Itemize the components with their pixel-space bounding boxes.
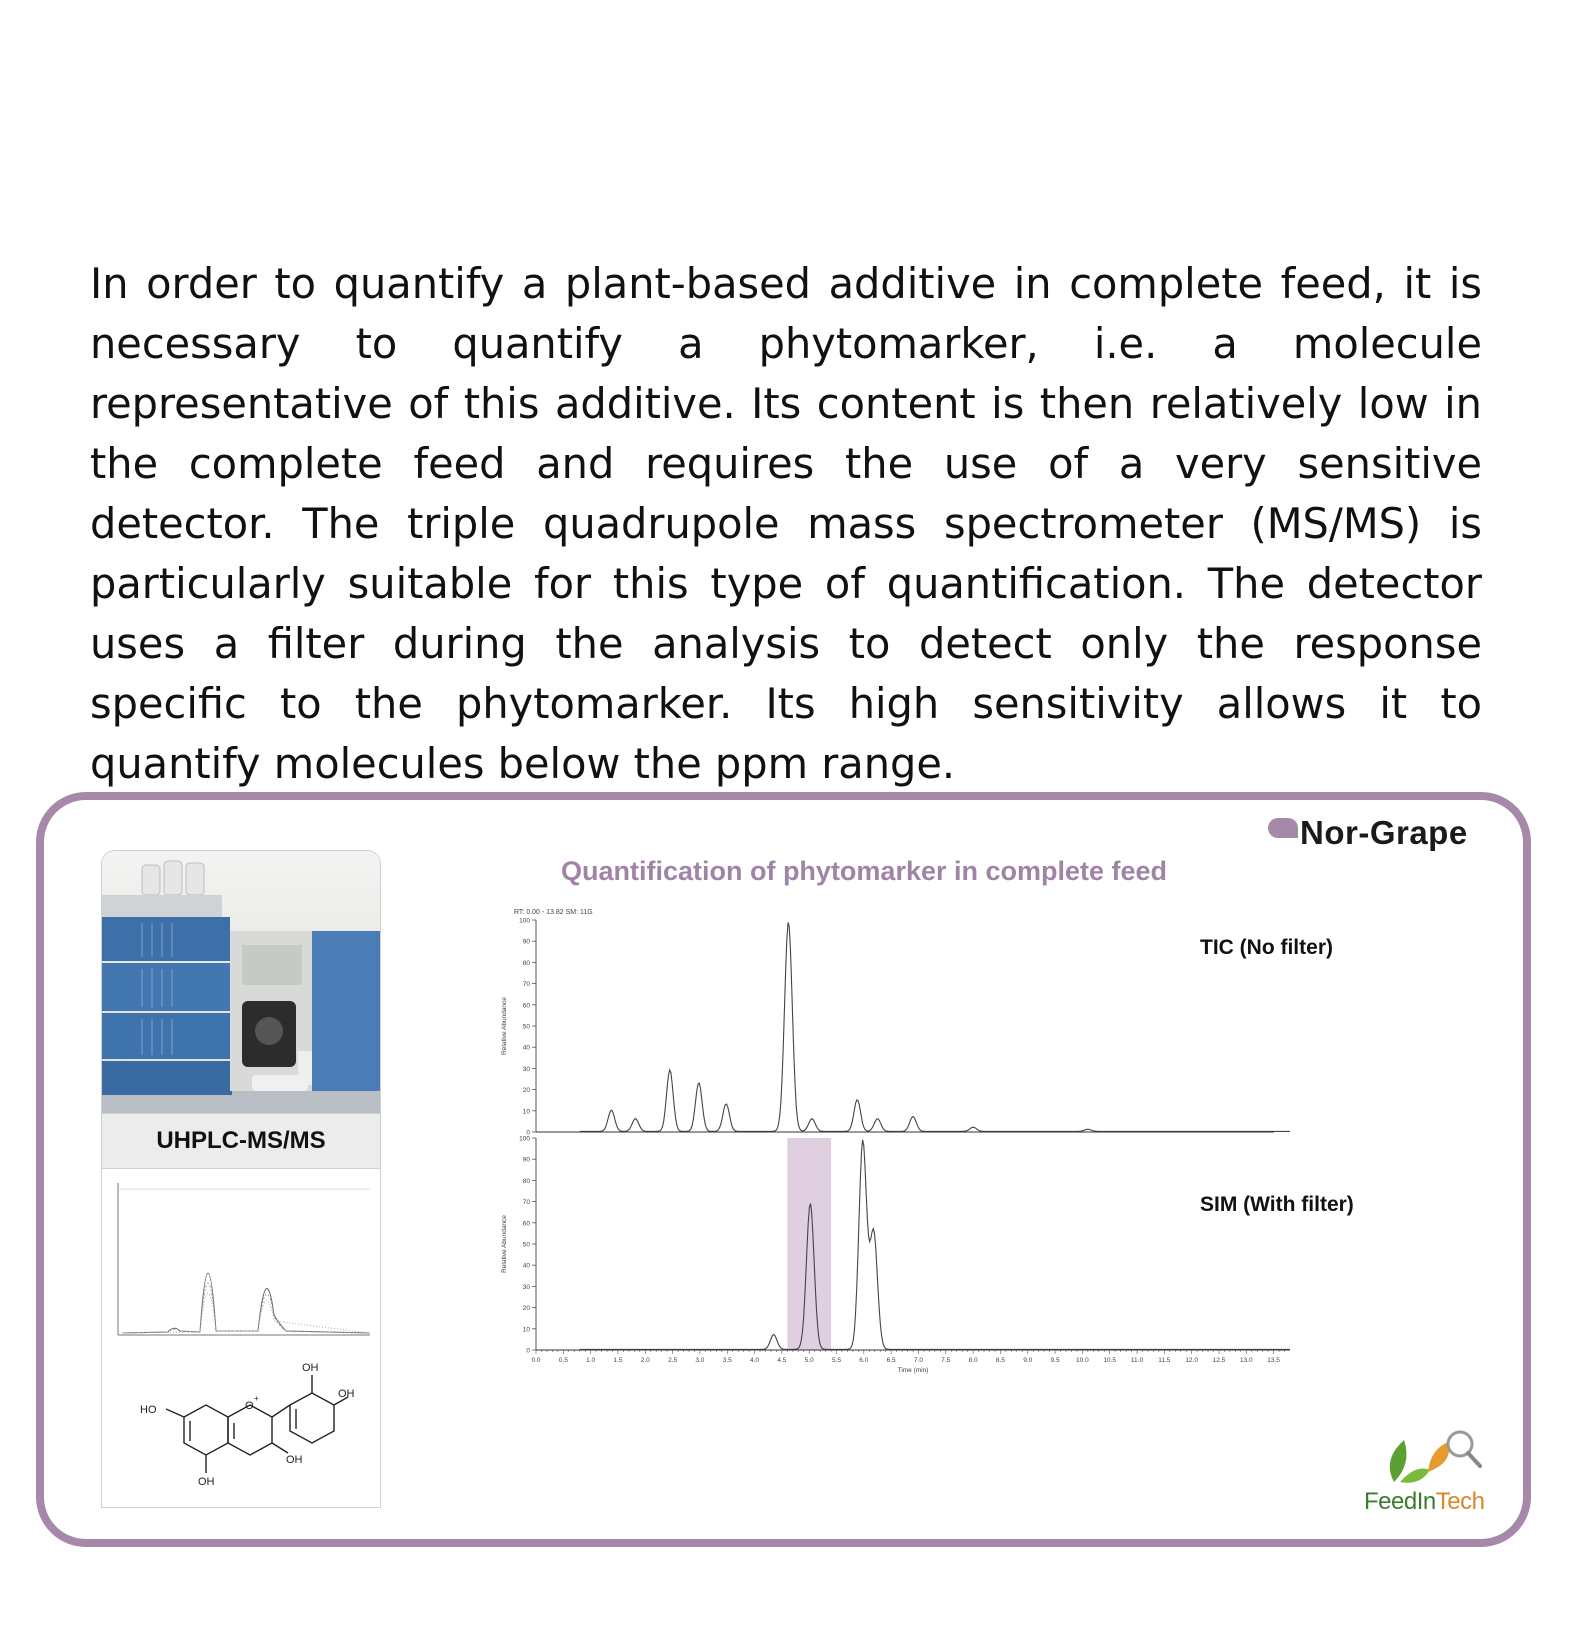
x-tick-label: 13.0 xyxy=(1239,1357,1253,1364)
y-tick-label: 20 xyxy=(522,1087,530,1095)
y-axis-label: Relative Abundance xyxy=(501,997,508,1055)
y-tick-label: 100 xyxy=(519,1135,530,1143)
y-axis-label: Relative Abundance xyxy=(501,1215,508,1273)
analysis-panel xyxy=(36,792,1531,1547)
x-tick-label: 0.0 xyxy=(531,1357,541,1364)
nor-grape-tab-mark xyxy=(1268,818,1298,838)
x-tick-label: 5.5 xyxy=(831,1357,842,1364)
instrument-card xyxy=(101,850,381,1508)
y-tick-label: 60 xyxy=(522,1002,530,1010)
x-tick-label: 5.0 xyxy=(804,1357,814,1364)
y-tick-label: 0 xyxy=(526,1347,530,1355)
sim-trace-line xyxy=(580,1140,1290,1350)
x-tick-label: 9.0 xyxy=(1023,1357,1033,1364)
feedintech-logo xyxy=(1364,1420,1504,1530)
y-tick-label: 30 xyxy=(522,1283,530,1291)
chromatogram-chart xyxy=(484,900,1364,1380)
y-tick-label: 100 xyxy=(519,917,530,925)
y-tick-label: 70 xyxy=(522,981,530,989)
x-tick-label: 8.0 xyxy=(968,1357,978,1364)
x-tick-label: 4.5 xyxy=(777,1357,787,1364)
x-tick-label: 2.5 xyxy=(668,1357,678,1364)
y-tick-label: 30 xyxy=(522,1065,530,1073)
x-tick-label: 3.0 xyxy=(695,1357,705,1364)
y-tick-label: 90 xyxy=(522,938,530,946)
y-tick-label: 60 xyxy=(522,1220,530,1228)
intro-paragraph: In order to quantify a plant-based additive in complete feed, it is necessary to quantify a phytomarker, i.e. a molecule representative of this additive. Its content is then relatively low in the complete feed and requires the use of a very sensitive detector. The triple quadrupole mass spectrometer (MS/MS) is particularly suitable for this type of quantification. The detector uses a filter during the analysis to detect only the response specific to the phytomarker. Its high sensitivity allows it to quantify molecules below the ppm range. xyxy=(90,259,1482,788)
molecule-oh-right: OH xyxy=(338,1388,355,1400)
x-tick-label: 11.5 xyxy=(1158,1357,1171,1364)
tic-trace-label: TIC (No filter) xyxy=(1200,936,1333,959)
x-tick-label: 12.5 xyxy=(1212,1357,1226,1364)
x-tick-label: 1.5 xyxy=(613,1357,623,1364)
x-tick-label: 11.0 xyxy=(1130,1357,1144,1364)
tic-trace-line xyxy=(580,922,1290,1131)
molecule-oh-top: OH xyxy=(302,1362,319,1374)
y-tick-label: 20 xyxy=(522,1305,530,1313)
chart-title: Quantification of phytomarker in complete feed xyxy=(560,856,1168,886)
x-tick-label: 10.0 xyxy=(1076,1357,1089,1364)
y-tick-label: 0 xyxy=(526,1129,530,1137)
x-tick-label: 6.5 xyxy=(886,1357,896,1364)
x-tick-label: 13.5 xyxy=(1267,1357,1280,1364)
nor-grape-logo-text: Nor-Grape xyxy=(1300,814,1468,851)
molecule-ho-left: HO xyxy=(140,1404,157,1416)
x-tick-label: 3.5 xyxy=(722,1357,732,1364)
x-tick-label: 10.5 xyxy=(1103,1357,1117,1364)
sim-highlight-band xyxy=(787,1138,831,1350)
y-tick-label: 90 xyxy=(522,1156,530,1164)
y-tick-label: 80 xyxy=(522,1177,530,1185)
y-tick-label: 50 xyxy=(522,1241,530,1249)
y-tick-label: 50 xyxy=(522,1023,530,1031)
x-tick-label: 1.0 xyxy=(586,1357,596,1364)
sim-trace-label: SIM (With filter) xyxy=(1200,1193,1354,1216)
mini-chromatogram-thumbnail xyxy=(108,1175,376,1345)
y-tick-label: 70 xyxy=(522,1199,530,1207)
molecule-structure xyxy=(122,1361,362,1501)
x-tick-label: 2.0 xyxy=(640,1357,650,1364)
x-tick-label: 8.5 xyxy=(995,1357,1005,1364)
y-tick-label: 40 xyxy=(522,1262,530,1270)
x-tick-label: 4.0 xyxy=(750,1357,760,1364)
x-tick-label: 9.5 xyxy=(1050,1357,1060,1364)
molecule-charge: + xyxy=(254,1394,259,1403)
x-tick-label: 7.0 xyxy=(913,1357,923,1364)
feedintech-logo-text: FeedInTech xyxy=(1364,1488,1485,1515)
molecule-oh-c3: OH xyxy=(286,1454,303,1466)
x-tick-label: 12.0 xyxy=(1185,1357,1198,1364)
y-tick-label: 80 xyxy=(522,959,530,967)
x-axis-label: Time (min) xyxy=(897,1367,929,1374)
x-tick-label: 6.0 xyxy=(859,1357,869,1364)
y-tick-label: 10 xyxy=(522,1326,530,1334)
y-tick-label: 10 xyxy=(522,1108,530,1116)
x-tick-label: 7.5 xyxy=(941,1357,951,1364)
y-tick-label: 40 xyxy=(522,1044,530,1052)
molecule-oh-bottom: OH xyxy=(198,1476,215,1488)
molecule-oxygen: O xyxy=(245,1400,254,1412)
x-tick-label: 0.5 xyxy=(558,1357,568,1364)
chart-header-text: RT: 0.00 - 13.82 SM: 11G xyxy=(514,909,593,916)
instrument-photo xyxy=(102,851,380,1113)
instrument-label: UHPLC-MS/MS xyxy=(102,1113,380,1169)
